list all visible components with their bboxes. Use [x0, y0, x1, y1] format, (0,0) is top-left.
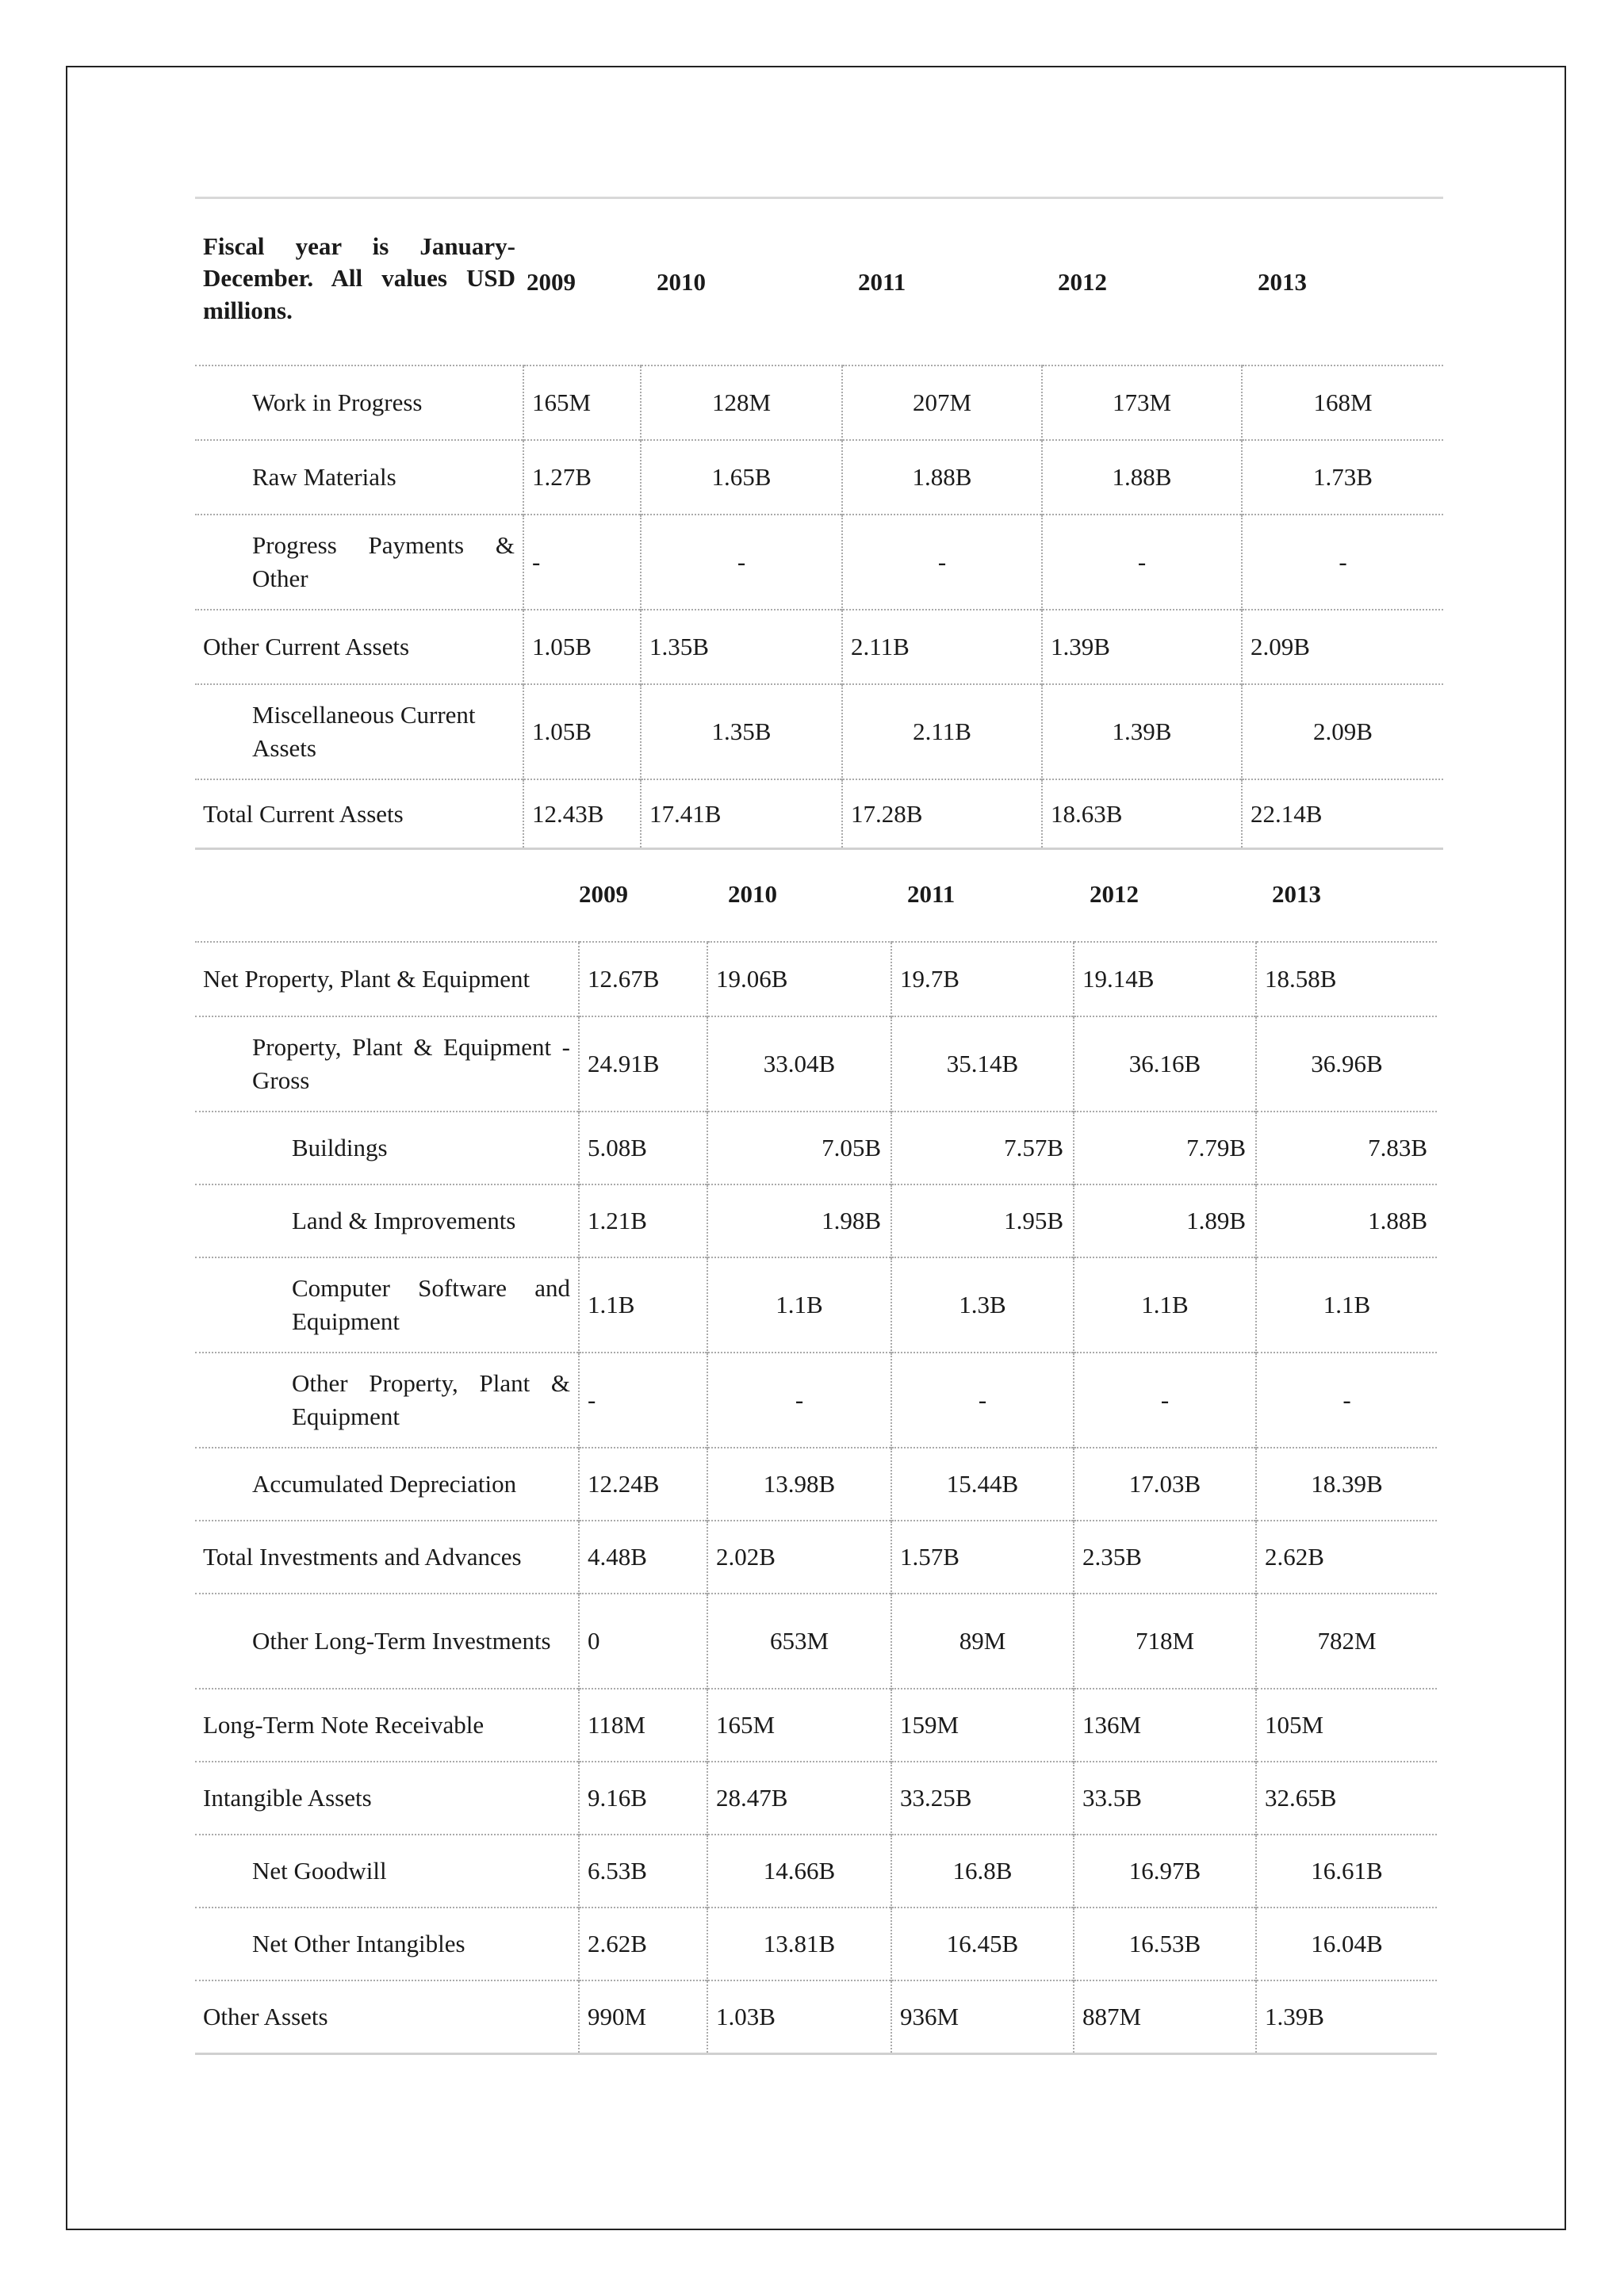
- cell-value: -: [1042, 515, 1242, 610]
- cell-value: 782M: [1256, 1594, 1437, 1689]
- cell-value: 36.16B: [1074, 1016, 1256, 1112]
- cell-value: 1.98B: [707, 1184, 891, 1257]
- cell-value: 15.44B: [891, 1448, 1074, 1521]
- cell-value: 16.53B: [1074, 1908, 1256, 1980]
- cell-value: 17.03B: [1074, 1448, 1256, 1521]
- row-label: Accumulated Depreciation: [195, 1448, 579, 1521]
- header-spacer: [195, 847, 579, 942]
- cell-value: 6.53B: [579, 1835, 707, 1908]
- cell-value: 33.5B: [1074, 1762, 1256, 1835]
- cell-value: 2.62B: [1256, 1521, 1437, 1594]
- cell-value: 19.14B: [1074, 942, 1256, 1016]
- table-row: [195, 1184, 1437, 1257]
- cell-value: 18.58B: [1256, 942, 1437, 1016]
- cell-value: 13.81B: [707, 1908, 891, 1980]
- cell-value: 1.57B: [891, 1521, 1074, 1594]
- cell-value: 17.28B: [842, 779, 1042, 849]
- cell-value: 16.04B: [1256, 1908, 1437, 1980]
- cell-value: 1.88B: [1256, 1184, 1437, 1257]
- cell-value: 1.1B: [1074, 1257, 1256, 1353]
- current-assets-table: [195, 197, 1443, 850]
- cell-value: 1.05B: [523, 684, 641, 779]
- cell-value: 990M: [579, 1980, 707, 2053]
- cell-value: 2.62B: [579, 1908, 707, 1980]
- row-label: Progress Payments & Other: [195, 515, 523, 610]
- cell-value: 7.83B: [1256, 1112, 1437, 1184]
- cell-value: 1.3B: [891, 1257, 1074, 1353]
- cell-value: -: [1074, 1353, 1256, 1448]
- cell-value: -: [1242, 515, 1443, 610]
- row-label: Buildings: [195, 1112, 579, 1184]
- cell-value: 7.57B: [891, 1112, 1074, 1184]
- row-label: Total Investments and Advances: [195, 1521, 579, 1594]
- fiscal-year-note: Fiscal year is January-December. All values USD millions.: [195, 198, 523, 365]
- cell-value: 12.67B: [579, 942, 707, 1016]
- cell-value: 1.39B: [1256, 1980, 1437, 2053]
- row-label: Other Long-Term Investments: [195, 1594, 579, 1689]
- fixed-assets-table: [195, 847, 1437, 2055]
- cell-value: 32.65B: [1256, 1762, 1437, 1835]
- cell-value: 2.02B: [707, 1521, 891, 1594]
- cell-value: 1.05B: [523, 610, 641, 684]
- cell-value: 2.11B: [842, 684, 1042, 779]
- cell-value: 1.73B: [1242, 440, 1443, 515]
- table-row: [195, 1448, 1437, 1521]
- table-row: [195, 779, 1443, 849]
- cell-value: 16.8B: [891, 1835, 1074, 1908]
- cell-value: 17.41B: [641, 779, 842, 849]
- cell-value: 2.35B: [1074, 1521, 1256, 1594]
- cell-value: 207M: [842, 365, 1042, 440]
- table-row: [195, 365, 1443, 440]
- cell-value: 1.27B: [523, 440, 641, 515]
- cell-value: -: [523, 515, 641, 610]
- row-label: Miscellaneous Current Assets: [195, 684, 523, 779]
- row-label: Net Goodwill: [195, 1835, 579, 1908]
- cell-value: 9.16B: [579, 1762, 707, 1835]
- cell-value: 118M: [579, 1689, 707, 1762]
- year-header: 2009: [579, 879, 628, 908]
- cell-value: 2.11B: [842, 610, 1042, 684]
- year-header: 2011: [842, 198, 1042, 365]
- cell-value: 18.63B: [1042, 779, 1242, 849]
- row-label: Property, Plant & Equipment - Gross: [195, 1016, 579, 1112]
- cell-value: 14.66B: [707, 1835, 891, 1908]
- table-row: [195, 1908, 1437, 1980]
- cell-value: 33.25B: [891, 1762, 1074, 1835]
- year-header: 2011: [907, 879, 956, 908]
- cell-value: -: [891, 1353, 1074, 1448]
- table-row: [195, 1353, 1437, 1448]
- cell-value: -: [707, 1353, 891, 1448]
- cell-value: 13.98B: [707, 1448, 891, 1521]
- table-row: [195, 1016, 1437, 1112]
- cell-value: 1.65B: [641, 440, 842, 515]
- cell-value: 33.04B: [707, 1016, 891, 1112]
- cell-value: 1.1B: [579, 1257, 707, 1353]
- table-row: [195, 1762, 1437, 1835]
- cell-value: 12.24B: [579, 1448, 707, 1521]
- cell-value: 1.39B: [1042, 610, 1242, 684]
- cell-value: 718M: [1074, 1594, 1256, 1689]
- cell-value: 19.7B: [891, 942, 1074, 1016]
- year-header: 2009: [523, 198, 641, 365]
- table-row: [195, 610, 1443, 684]
- cell-value: 12.43B: [523, 779, 641, 849]
- cell-value: 0: [579, 1594, 707, 1689]
- table-row: [195, 515, 1443, 610]
- year-header: 2010: [641, 198, 842, 365]
- cell-value: 165M: [523, 365, 641, 440]
- cell-value: 168M: [1242, 365, 1443, 440]
- cell-value: -: [842, 515, 1042, 610]
- cell-value: 1.03B: [707, 1980, 891, 2053]
- year-header: 2013: [1242, 198, 1443, 365]
- cell-value: 28.47B: [707, 1762, 891, 1835]
- table-row: [195, 1112, 1437, 1184]
- row-label: Other Assets: [195, 1980, 579, 2053]
- cell-value: 7.05B: [707, 1112, 891, 1184]
- table-row: [195, 942, 1437, 1016]
- cell-value: 1.1B: [1256, 1257, 1437, 1353]
- cell-value: -: [579, 1353, 707, 1448]
- table-header-row: [195, 847, 1437, 942]
- cell-value: 159M: [891, 1689, 1074, 1762]
- row-label: Other Current Assets: [195, 610, 523, 684]
- cell-value: 16.61B: [1256, 1835, 1437, 1908]
- cell-value: 35.14B: [891, 1016, 1074, 1112]
- cell-value: 165M: [707, 1689, 891, 1762]
- table-row: [195, 684, 1443, 779]
- cell-value: 1.35B: [641, 684, 842, 779]
- row-label: Computer Software and Equipment: [195, 1257, 579, 1353]
- cell-value: 1.1B: [707, 1257, 891, 1353]
- table-row: [195, 1835, 1437, 1908]
- row-label: Net Property, Plant & Equipment: [195, 942, 579, 1016]
- cell-value: -: [641, 515, 842, 610]
- cell-value: 1.39B: [1042, 684, 1242, 779]
- cell-value: 16.45B: [891, 1908, 1074, 1980]
- cell-value: 4.48B: [579, 1521, 707, 1594]
- row-label: Work in Progress: [195, 365, 523, 440]
- table-row: [195, 1594, 1437, 1689]
- row-label: Intangible Assets: [195, 1762, 579, 1835]
- row-label: Other Property, Plant & Equipment: [195, 1353, 579, 1448]
- cell-value: 173M: [1042, 365, 1242, 440]
- cell-value: 89M: [891, 1594, 1074, 1689]
- table-row: [195, 1689, 1437, 1762]
- table-row: [195, 440, 1443, 515]
- row-label: Long-Term Note Receivable: [195, 1689, 579, 1762]
- row-label: Raw Materials: [195, 440, 523, 515]
- cell-value: 136M: [1074, 1689, 1256, 1762]
- cell-value: 2.09B: [1242, 684, 1443, 779]
- cell-value: 2.09B: [1242, 610, 1443, 684]
- cell-value: 1.35B: [641, 610, 842, 684]
- cell-value: 105M: [1256, 1689, 1437, 1762]
- row-label: Total Current Assets: [195, 779, 523, 849]
- cell-value: 128M: [641, 365, 842, 440]
- cell-value: 16.97B: [1074, 1835, 1256, 1908]
- cell-value: 887M: [1074, 1980, 1256, 2053]
- year-header: 2012: [1042, 198, 1242, 365]
- cell-value: 22.14B: [1242, 779, 1443, 849]
- year-header: 2013: [1272, 879, 1321, 908]
- row-label: Land & Improvements: [195, 1184, 579, 1257]
- cell-value: 1.89B: [1074, 1184, 1256, 1257]
- table-row: [195, 1521, 1437, 1594]
- cell-value: 936M: [891, 1980, 1074, 2053]
- table-row: [195, 1257, 1437, 1353]
- table-row: [195, 1980, 1437, 2053]
- cell-value: 1.95B: [891, 1184, 1074, 1257]
- cell-value: 7.79B: [1074, 1112, 1256, 1184]
- cell-value: -: [1256, 1353, 1437, 1448]
- row-label: Net Other Intangibles: [195, 1908, 579, 1980]
- cell-value: 5.08B: [579, 1112, 707, 1184]
- cell-value: 1.88B: [842, 440, 1042, 515]
- cell-value: 19.06B: [707, 942, 891, 1016]
- cell-value: 24.91B: [579, 1016, 707, 1112]
- cell-value: 18.39B: [1256, 1448, 1437, 1521]
- cell-value: 1.21B: [579, 1184, 707, 1257]
- table-header-row: [195, 198, 1443, 365]
- cell-value: 36.96B: [1256, 1016, 1437, 1112]
- year-header: 2010: [728, 879, 777, 908]
- cell-value: 1.88B: [1042, 440, 1242, 515]
- year-header: 2012: [1090, 879, 1139, 908]
- cell-value: 653M: [707, 1594, 891, 1689]
